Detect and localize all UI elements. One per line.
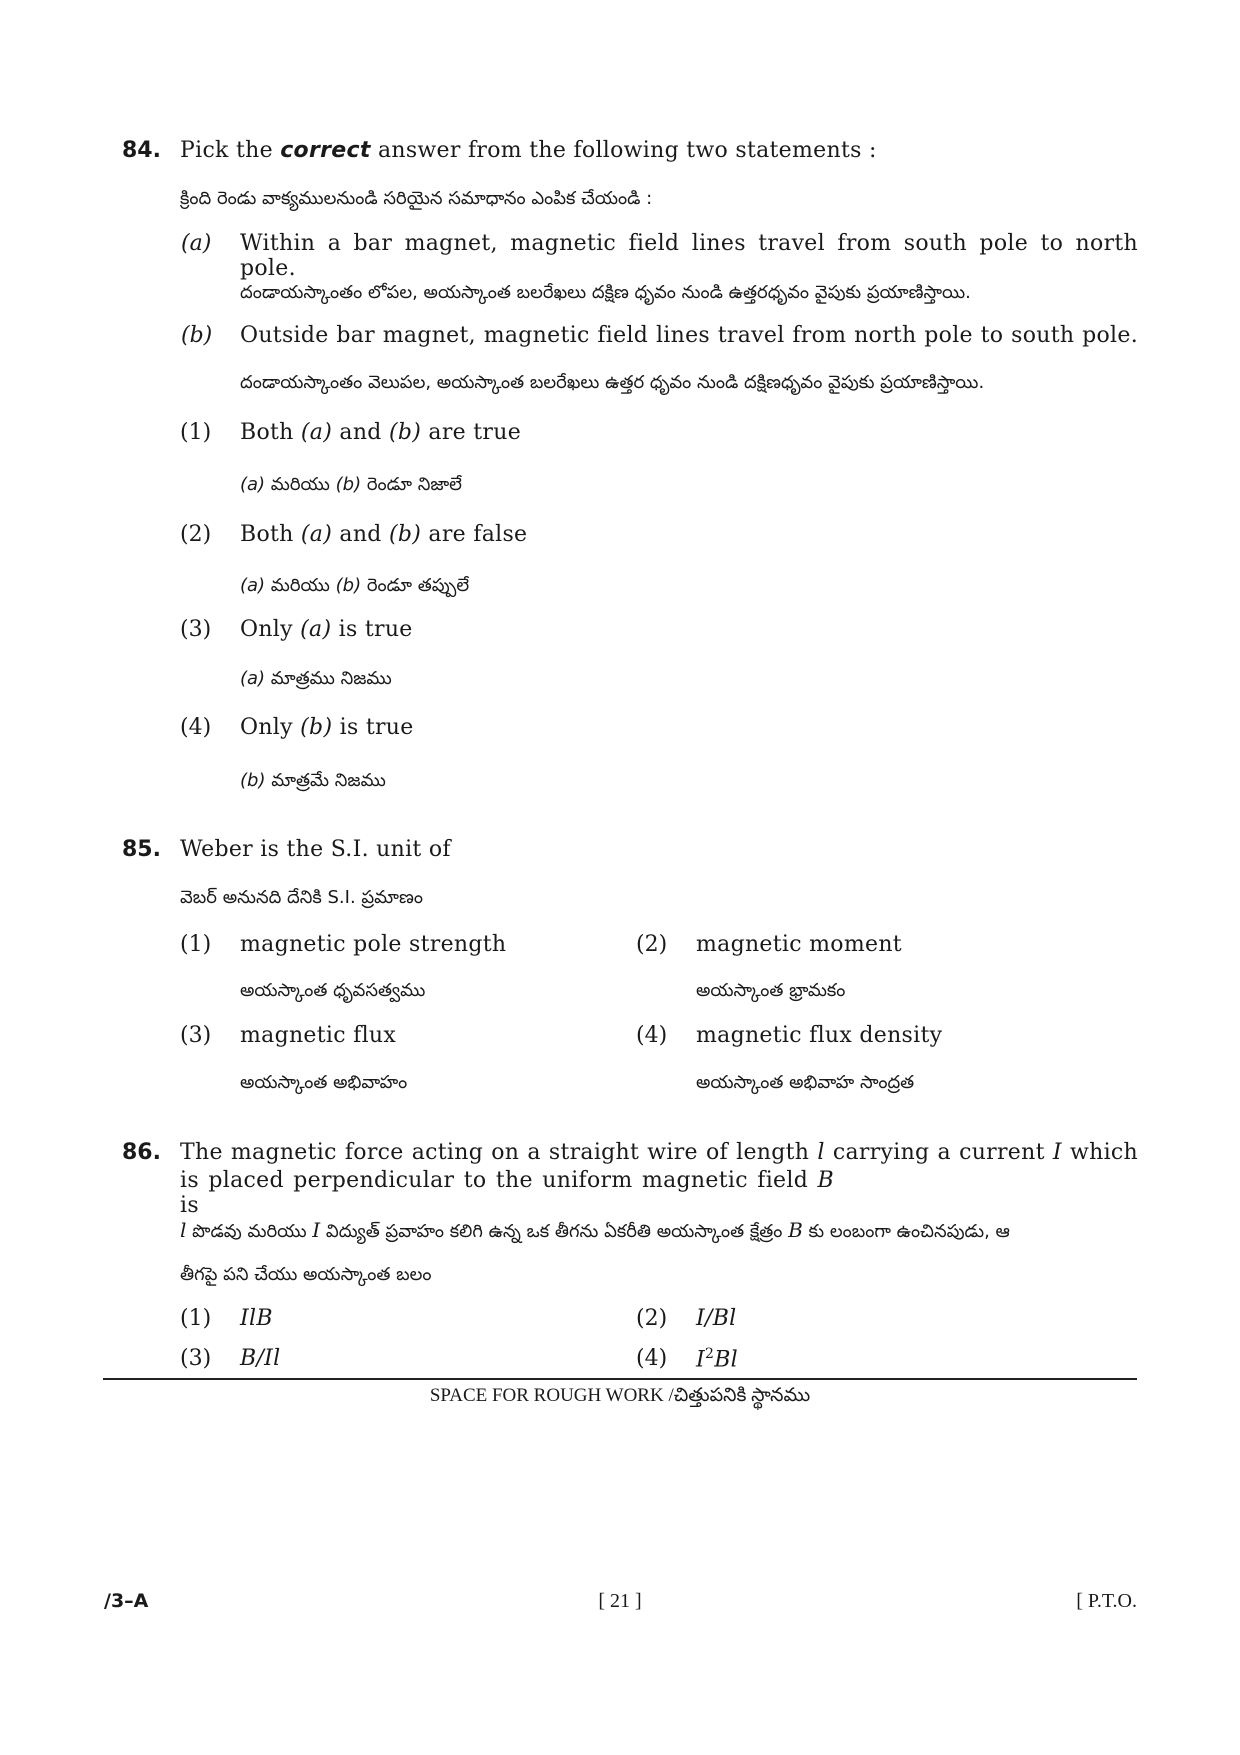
option-84-4-text: Only (b) is true	[240, 715, 414, 740]
question-86-telugu-line-2: తీగపై పని చేయు అయస్కాంత బలం	[180, 1264, 432, 1285]
option-85-4-number: (4)	[636, 1023, 668, 1048]
question-85-prompt-telugu: వెబర్ అనునది దేనికి S.I. ప్రమాణం	[180, 887, 423, 908]
option-86-2-number: (2)	[636, 1306, 668, 1331]
option-85-4-text: magnetic flux density	[696, 1023, 943, 1048]
option-86-2-expression: I/Bl	[696, 1306, 737, 1331]
question-84-prompt-telugu: క్రింది రెండు వాక్యములనుండి సరియైన సమాధానం ఎంపిక చేయండి :	[180, 188, 653, 209]
option-85-3-text: magnetic flux	[240, 1023, 397, 1048]
rough-work-divider	[103, 1378, 1137, 1380]
statement-b-telugu: దండాయస్కాంతం వెలుపల, అయస్కాంత బలరేఖలు ఉత్తర ధృవం నుండి దక్షిణధృవం వైపుకు ప్రయాణిస్తాయి.	[240, 372, 985, 393]
question-86-line-2: is placed perpendicular to the uniform magnetic field B is	[180, 1168, 834, 1218]
option-84-1-text: Both (a) and (b) are true	[240, 420, 522, 445]
option-84-4-number: (4)	[180, 715, 212, 740]
option-86-3-expression: B/Il	[240, 1346, 281, 1371]
option-84-3-telugu: (a) మాత్రము నిజము	[240, 668, 392, 689]
question-84-prompt: Pick the correct answer from the following two statements :	[180, 138, 877, 163]
option-86-1-expression: IlB	[240, 1306, 273, 1331]
option-86-3-number: (3)	[180, 1346, 212, 1371]
footer-page-number: [ 21 ]	[598, 1590, 642, 1612]
option-84-1-telugu: (a) మరియు (b) రెండూ నిజాలే	[240, 474, 462, 495]
option-85-3-telugu: అయస్కాంత అభివాహం	[240, 1072, 408, 1093]
option-84-2-text: Both (a) and (b) are false	[240, 522, 528, 547]
footer-pto: [ P.T.O.	[1076, 1590, 1137, 1612]
statement-a-label: (a)	[181, 231, 212, 256]
statement-a-telugu: దండాయస్కాంతం లోపల, అయస్కాంత బలరేఖలు దక్షిణ ధృవం నుండి ఉత్తరధృవం వైపుకు ప్రయాణిస్తాయి.	[240, 282, 971, 303]
option-84-4-telugu: (b) మాత్రమే నిజము	[240, 770, 386, 791]
option-85-2-telugu: అయస్కాంత భ్రామకం	[696, 980, 846, 1001]
option-85-2-number: (2)	[636, 932, 668, 957]
statement-b-text: Outside bar magnet, magnetic field lines travel from north pole to south pole.	[240, 323, 1138, 348]
option-85-3-number: (3)	[180, 1023, 212, 1048]
question-85-prompt: Weber is the S.I. unit of	[180, 837, 451, 862]
question-number-84: 84.	[122, 138, 161, 163]
option-85-4-telugu: అయస్కాంత అభివాహ సాంద్రత	[696, 1072, 915, 1093]
question-86-line-1: The magnetic force acting on a straight wire of length l carrying a current I which	[180, 1140, 1139, 1165]
statement-a-text: Within a bar magnet, magnetic field lines travel from south pole to north pole.	[240, 231, 1138, 281]
option-84-1-number: (1)	[180, 420, 212, 445]
option-85-1-text: magnetic pole strength	[240, 932, 507, 957]
option-86-1-number: (1)	[180, 1306, 212, 1331]
footer-booklet-code: /3–A	[104, 1590, 149, 1612]
option-85-1-number: (1)	[180, 932, 212, 957]
rough-work-label: SPACE FOR ROUGH WORK /చిత్తుపనికి స్థానము	[429, 1385, 811, 1406]
option-86-4-expression: $I^2Bl$	[696, 1346, 739, 1373]
option-84-3-text: Only (a) is true	[240, 617, 413, 642]
option-85-1-telugu: అయస్కాంత ధృవసత్వము	[240, 980, 426, 1001]
question-number-86: 86.	[122, 1140, 161, 1165]
option-84-3-number: (3)	[180, 617, 212, 642]
option-84-2-number: (2)	[180, 522, 212, 547]
question-number-85: 85.	[122, 837, 161, 862]
option-86-4-number: (4)	[636, 1346, 668, 1371]
statement-b-label: (b)	[181, 323, 213, 348]
question-86-telugu-line-1: l పొడవు మరియు I విద్యుత్ ప్రవాహం కలిగి ఉన్న ఒక తీగను ఏకరీతి అయస్కాంత క్షేత్రం B కు లంబంగా ఉంచినపుడు, ఆ	[180, 1218, 1010, 1242]
option-85-2-text: magnetic moment	[696, 932, 902, 957]
option-84-2-telugu: (a) మరియు (b) రెండూ తప్పులే	[240, 575, 470, 596]
